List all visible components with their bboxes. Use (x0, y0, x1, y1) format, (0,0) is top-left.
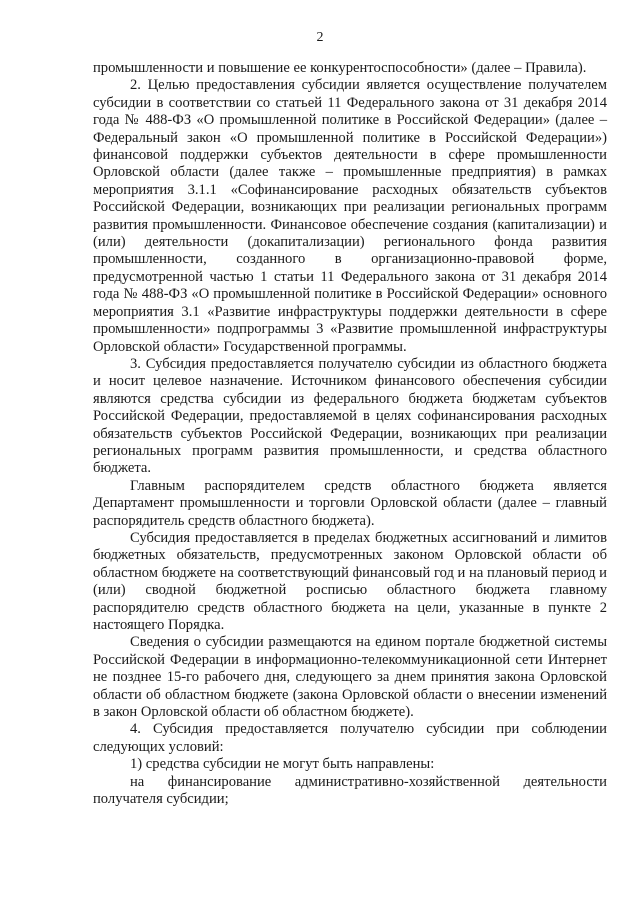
page-number: 2 (316, 30, 324, 45)
document-body (93, 60, 607, 808)
paragraph: промышленности и повышение ее конкурентоспособности» (далее – Правила). (93, 60, 587, 76)
paragraph: 2. Целью предоставления субсидии является осуществление получателем субсидии в соответствии со статьей 11 Федерального закона от 31 декабря 2014 года № 488-ФЗ «О промышленной политике в Российской Федерации» (далее – Федеральный закон «О промышленной политике в Российской Федерации») финансовой поддержки субъектов деятельности в сфере промышленности Орловской области (далее также – промышленные предприятия) в рамках мероприятия 3.1.1 «Софинансирование расходных обязательств субъектов Российской Федерации, возникающих при реализации региональных программ развития промышленности. Финансовое обеспечение создания (капитализации) и (или) деятельности (докапитализации) регионального фонда развития промышленности, созданного в организационно-правовой форме, предусмотренной частью 1 статьи 11 Федерального закона от 31 декабря 2014 года № 488-ФЗ «О промышленной политике в Российской Федерации» основного мероприятия 3.1 «Развитие инфраструктуры поддержки деятельности в сфере промышленности» подпрограммы 3 «Развитие промышленной инфраструктуры Орловской области» Государственной программы. (93, 77, 607, 355)
paragraph: Субсидия предоставляется в пределах бюджетных ассигнований и лимитов бюджетных обязательств, предусмотренных законом Орловской области об областном бюджете на соответствующий финансовый год и на плановый период и (или) сводной бюджетной росписью областного бюджета главному распорядителю средств областного бюджета на цели, указанные в пункте 2 настоящего Порядка. (93, 529, 607, 633)
paragraph: 1) средства субсидии не могут быть направлены: (130, 756, 435, 773)
paragraph: на финансирование административно-хозяйственной деятельности получателя субсидии; (93, 773, 607, 808)
paragraph: 3. Субсидия предоставляется получателю субсидии из областного бюджета и носит целевое назначение. Источником финансового обеспечения субсидии являются средства субсидии из федерального бюджета бюджетам субъектов Российской Федерации, предоставляемой в целях софинансирования расходных обязательств субъектов Российской Федерации, возникающих при реализации региональных программ развития промышленности, и средства областного бюджета. (93, 355, 607, 477)
paragraph: Сведения о субсидии размещаются на едином портале бюджетной системы Российской Федерации в информационно-телекоммуникационной сети Интернет не позднее 15-го рабочего дня, следующего за днем принятия закона Орловской области об областном бюджете (закона Орловской области о внесении изменений в закон Орловской области об областном бюджете). (93, 634, 607, 721)
paragraph: 4. Субсидия предоставляется получателю субсидии при соблюдении следующих условий: (93, 721, 607, 755)
paragraph: Главным распорядителем средств областного бюджета является Департамент промышленности и торговли Орловской области (далее – главный распорядитель средств областного бюджета). (93, 477, 607, 529)
